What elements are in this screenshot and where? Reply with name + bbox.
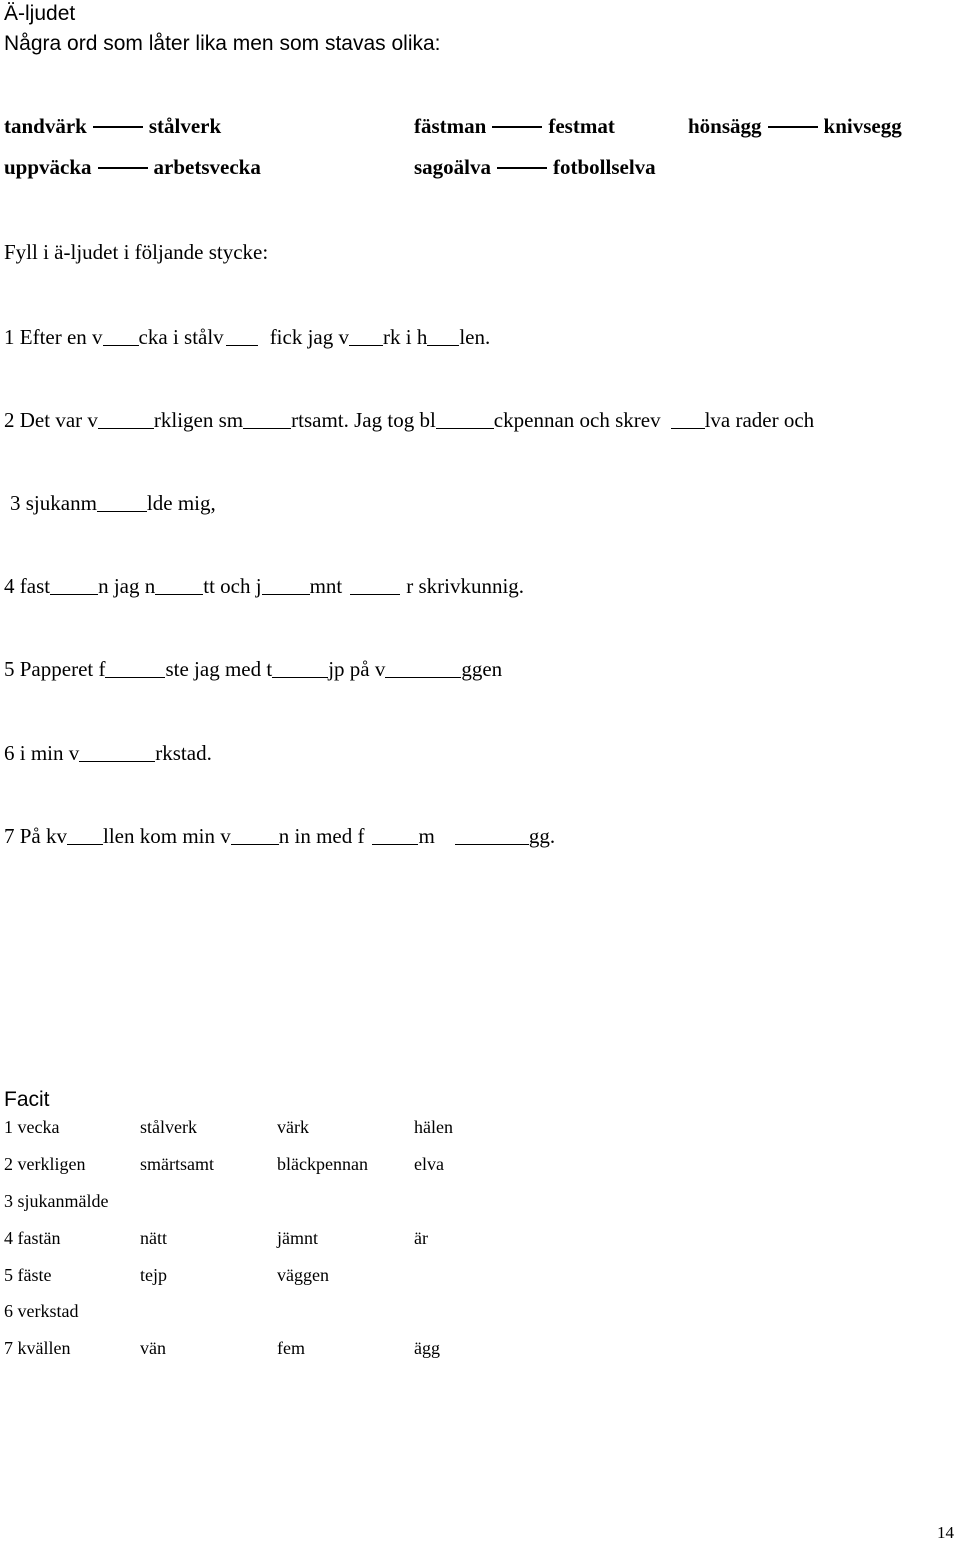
- fill-blank[interactable]: [372, 823, 418, 845]
- line-text: 6 i min v: [4, 741, 80, 765]
- pair-word: sagoälva: [414, 155, 492, 179]
- facit-cell: värk: [277, 1117, 309, 1137]
- line-text: len.: [459, 325, 491, 349]
- facit-cell: stålverk: [140, 1117, 197, 1137]
- facit-cell: jämnt: [277, 1228, 318, 1248]
- pair-word: fästman: [414, 114, 487, 138]
- facit-cell: 4 fastän: [4, 1228, 61, 1248]
- instruction: Fyll i ä-ljudet i följande stycke:: [4, 240, 269, 264]
- em-dash: [768, 126, 818, 128]
- line-text: 3 sjukanm: [10, 491, 97, 515]
- fill-blank[interactable]: [349, 324, 383, 346]
- em-dash: [98, 167, 148, 169]
- fill-blank[interactable]: [385, 656, 461, 678]
- line-text: rkligen sm: [153, 408, 244, 432]
- em-dash: [497, 167, 547, 169]
- facit-cell: ägg: [414, 1338, 440, 1358]
- pair-word: tandvärk: [4, 114, 87, 138]
- line-text: n in med f: [278, 824, 365, 848]
- line-text: 2 Det var v: [4, 408, 98, 432]
- facit-cell: 3 sjukanmälde: [4, 1191, 109, 1211]
- facit-cell: nätt: [140, 1228, 167, 1248]
- word-pair: [688, 114, 902, 139]
- facit-cell: är: [414, 1228, 428, 1248]
- line-text: m: [418, 824, 435, 848]
- pair-word: knivsegg: [823, 114, 902, 138]
- em-dash: [93, 126, 143, 128]
- pair-word: fotbollselva: [553, 155, 656, 179]
- facit-cell: 2 verkligen: [4, 1154, 86, 1174]
- page-title: Ä-ljudet: [4, 2, 76, 25]
- facit-cell: elva: [414, 1154, 444, 1174]
- fill-blank[interactable]: [231, 823, 279, 845]
- word-pair: [414, 114, 615, 139]
- fill-blank[interactable]: [155, 573, 203, 595]
- pair-word: arbetsvecka: [153, 155, 261, 179]
- exercise-line-7: [4, 821, 555, 849]
- facit-cell: vän: [140, 1338, 166, 1358]
- facit-cell: 6 verkstad: [4, 1301, 79, 1321]
- facit-cell: smärtsamt: [140, 1154, 214, 1174]
- exercise-line-6: [4, 738, 212, 766]
- line-text: ggen: [461, 657, 503, 681]
- line-text: gg.: [528, 824, 556, 848]
- pair-word: stålverk: [148, 114, 222, 138]
- line-text: jp på v: [328, 657, 386, 681]
- line-text: rtsamt. Jag tog bl: [291, 408, 436, 432]
- fill-blank[interactable]: [103, 324, 139, 346]
- fill-blank[interactable]: [50, 573, 98, 595]
- fill-blank[interactable]: [436, 407, 494, 429]
- facit-cell: tejp: [140, 1265, 167, 1285]
- exercise-line-2: [4, 405, 814, 433]
- line-text: lva rader och: [704, 408, 815, 432]
- line-text: ckpennan och skrev: [493, 408, 661, 432]
- fill-blank[interactable]: [350, 573, 400, 595]
- facit-cell: väggen: [277, 1265, 329, 1285]
- fill-blank[interactable]: [67, 823, 103, 845]
- fill-blank[interactable]: [272, 656, 328, 678]
- fill-blank[interactable]: [105, 656, 165, 678]
- pair-word: uppväcka: [4, 155, 92, 179]
- word-pair: [4, 155, 261, 180]
- exercise-line-5: [4, 654, 502, 682]
- fill-blank[interactable]: [455, 823, 529, 845]
- line-text: ste jag med t: [165, 657, 273, 681]
- facit-cell: 1 vecka: [4, 1117, 60, 1137]
- page-subtitle: Några ord som låter lika men som stavas olika:: [4, 32, 441, 55]
- facit-cell: 7 kvällen: [4, 1338, 71, 1358]
- exercise-line-3: [10, 488, 216, 516]
- fill-blank[interactable]: [98, 407, 154, 429]
- line-text: mnt: [309, 574, 343, 598]
- line-text: lde mig,: [146, 491, 216, 515]
- line-text: rkstad.: [155, 741, 212, 765]
- line-text: 7 På kv: [4, 824, 67, 848]
- pair-word: festmat: [548, 114, 615, 138]
- line-text: tt och j: [203, 574, 262, 598]
- line-text: llen kom min v: [103, 824, 231, 848]
- em-dash: [492, 126, 542, 128]
- facit-cell: fem: [277, 1338, 305, 1358]
- line-text: fick jag v: [269, 325, 349, 349]
- exercise-line-4: [4, 571, 524, 599]
- line-text: 4 fast: [4, 574, 51, 598]
- fill-blank[interactable]: [226, 324, 258, 346]
- pair-word: hönsägg: [688, 114, 762, 138]
- fill-blank[interactable]: [79, 740, 155, 762]
- facit-cell: 5 fäste: [4, 1265, 52, 1285]
- page-number: 14: [937, 1523, 954, 1542]
- line-text: 5 Papperet f: [4, 657, 106, 681]
- word-pair: [414, 155, 656, 180]
- fill-blank[interactable]: [243, 407, 291, 429]
- line-text: cka i stålv: [138, 325, 224, 349]
- line-text: 1 Efter en v: [4, 325, 103, 349]
- word-pair: [4, 114, 221, 139]
- line-text: rk i h: [383, 325, 428, 349]
- line-text: n jag n: [98, 574, 156, 598]
- facit-cell: bläckpennan: [277, 1154, 368, 1174]
- fill-blank[interactable]: [262, 573, 310, 595]
- fill-blank[interactable]: [97, 490, 147, 512]
- fill-blank[interactable]: [671, 407, 705, 429]
- line-text: r skrivkunnig.: [406, 574, 525, 598]
- facit-heading: Facit: [4, 1088, 50, 1111]
- facit-cell: hälen: [414, 1117, 453, 1137]
- exercise-line-1: [4, 322, 490, 350]
- fill-blank[interactable]: [427, 324, 459, 346]
